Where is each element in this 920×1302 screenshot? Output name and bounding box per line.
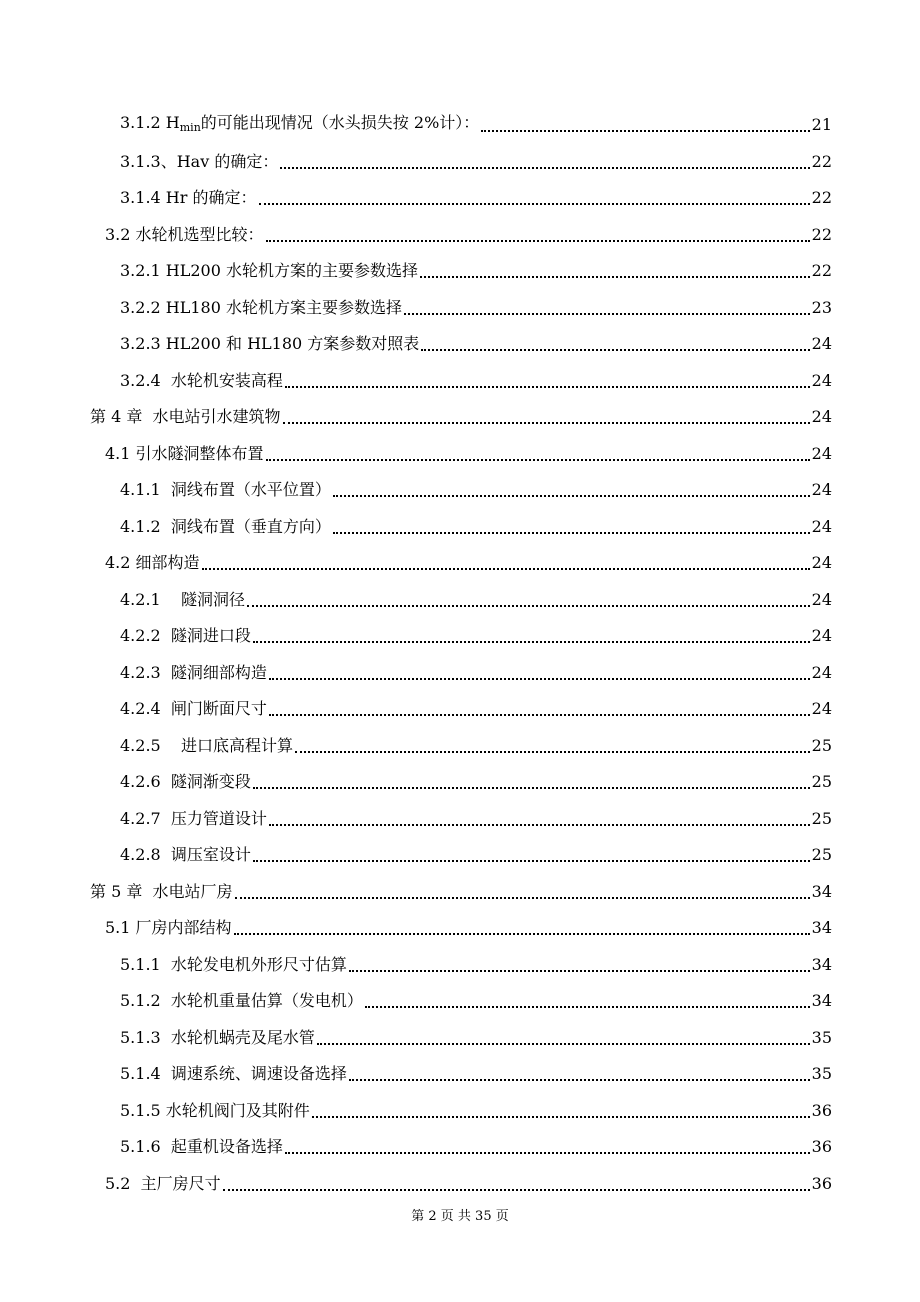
toc-entry-title: 5.1 厂房内部结构 (105, 918, 232, 938)
toc-dot-leader (202, 568, 810, 570)
toc-dot-leader (234, 933, 810, 935)
toc-entry[interactable] (0, 509, 920, 546)
toc-page-number: 34 (811, 881, 832, 901)
toc-dot-leader (269, 824, 810, 826)
toc-dot-leader (317, 1043, 810, 1045)
toc-entry-body (120, 1101, 832, 1121)
toc-dot-leader (333, 532, 810, 534)
toc-entry-body (120, 152, 832, 172)
toc-entry-body (105, 225, 832, 245)
toc-entry[interactable] (0, 253, 920, 290)
toc-entry-body (120, 736, 832, 756)
toc-dot-leader (349, 1079, 810, 1081)
toc-entry-body (120, 1137, 832, 1157)
toc-entry[interactable] (0, 107, 920, 144)
toc-entry[interactable] (0, 144, 920, 181)
toc-entry-body (90, 407, 832, 427)
toc-entry-title: 4.1 引水隧洞整体布置 (105, 443, 264, 463)
toc-page-number: 22 (811, 188, 832, 208)
toc-dot-leader (283, 422, 810, 424)
toc-entry[interactable] (0, 874, 920, 911)
toc-entry-title-prefix: 3.1.2 H (120, 112, 180, 132)
toc-entry-title: 4.1.2 洞线布置（垂直方向） (120, 516, 331, 536)
toc-dot-leader (253, 641, 810, 643)
toc-entry-body (120, 809, 832, 829)
toc-entry[interactable] (0, 399, 920, 436)
toc-entry[interactable] (0, 582, 920, 619)
toc-entry[interactable] (0, 618, 920, 655)
toc-entry-title: 3.2.3 HL200 和 HL180 方案参数对照表 (120, 334, 420, 354)
toc-entry-title: 3.2.2 HL180 水轮机方案主要参数选择 (120, 297, 403, 317)
toc-page-number: 36 (811, 1173, 832, 1193)
toc-entry-title: 4.2.1 隧洞洞径 (120, 589, 246, 609)
toc-entry-title: 3.1.3、Hav 的确定： (120, 151, 279, 171)
toc-entry-title: 5.1.4 调速系统、调速设备选择 (120, 1064, 347, 1084)
toc-entry-body (105, 918, 832, 938)
toc-entry-body (120, 845, 832, 865)
toc-page-number: 36 (811, 1100, 832, 1120)
toc-entry[interactable] (0, 180, 920, 217)
toc-entry[interactable] (0, 764, 920, 801)
toc-entry[interactable] (0, 217, 920, 254)
toc-entry-body (120, 772, 832, 792)
toc-entry-title: 5.1.5 水轮机阀门及其附件 (120, 1100, 310, 1120)
toc-page-number: 24 (811, 334, 832, 354)
toc-entry[interactable] (0, 910, 920, 947)
toc-entry-title: 5.1.6 起重机设备选择 (120, 1137, 283, 1157)
toc-entry-title: 5.1.3 水轮机蜗壳及尾水管 (120, 1027, 315, 1047)
toc-entry-title: 3.2 水轮机选型比较： (105, 224, 264, 244)
toc-page-number: 22 (811, 261, 832, 281)
toc-page-number: 34 (811, 991, 832, 1011)
toc-page-number: 24 (811, 443, 832, 463)
toc-page-number: 34 (811, 918, 832, 938)
toc-entry[interactable] (0, 1056, 920, 1093)
toc-entry-body (120, 626, 832, 646)
toc-page-number: 25 (811, 808, 832, 828)
toc-dot-leader (269, 678, 810, 680)
toc-entry-body (120, 699, 832, 719)
toc-entry-title: 5.1.2 水轮机重量估算（发电机） (120, 991, 363, 1011)
toc-page-number: 24 (811, 516, 832, 536)
toc-page-number: 36 (811, 1137, 832, 1157)
toc-page-number: 25 (811, 735, 832, 755)
toc-dot-leader (223, 1189, 810, 1191)
toc-entry[interactable] (0, 1166, 920, 1203)
toc-page-number: 24 (811, 553, 832, 573)
toc-page-number: 24 (811, 699, 832, 719)
toc-entry-body (105, 553, 832, 573)
toc-page-number: 24 (811, 370, 832, 390)
toc-entry-title: 4.2.8 调压室设计 (120, 845, 251, 865)
toc-entry-body (120, 334, 832, 354)
toc-entry[interactable] (0, 1093, 920, 1130)
toc-page-number: 35 (811, 1027, 832, 1047)
toc-page-number: 24 (811, 662, 832, 682)
toc-entry[interactable] (0, 326, 920, 363)
toc-entry-body (105, 444, 832, 464)
toc-entry[interactable] (0, 1129, 920, 1166)
toc-entry[interactable] (0, 290, 920, 327)
toc-entry[interactable] (0, 655, 920, 692)
toc-entry[interactable] (0, 947, 920, 984)
toc-dot-leader (235, 897, 810, 899)
toc-dot-leader (259, 203, 810, 205)
toc-entry-title: 第 4 章 水电站引水建筑物 (90, 407, 281, 427)
toc-page-number: 22 (811, 151, 832, 171)
toc-entry[interactable] (0, 801, 920, 838)
toc-entry-body (120, 1064, 832, 1084)
toc-page-number: 21 (811, 115, 832, 135)
toc-entry-title: 5.2 主厂房尺寸 (105, 1173, 221, 1193)
toc-entry[interactable] (0, 1020, 920, 1057)
toc-dot-leader (349, 970, 810, 972)
toc-entry-title: 5.1.1 水轮发电机外形尺寸估算 (120, 954, 347, 974)
toc-entry-body (120, 261, 832, 281)
toc-page-number: 34 (811, 954, 832, 974)
toc-dot-leader (420, 276, 810, 278)
toc-dot-leader (333, 495, 810, 497)
toc-entry[interactable] (0, 363, 920, 400)
toc-entry-title: 4.2.6 隧洞渐变段 (120, 772, 251, 792)
toc-entry-title: 3.2.4 水轮机安装高程 (120, 370, 283, 390)
toc-dot-leader (295, 751, 810, 753)
toc-dot-leader (421, 349, 809, 351)
toc-page-number: 24 (811, 480, 832, 500)
toc-page-number: 35 (811, 1064, 832, 1084)
toc-entry-body (105, 1174, 832, 1194)
toc-dot-leader (404, 313, 810, 315)
toc-entry-body (120, 371, 832, 391)
toc-entry-title (120, 113, 479, 138)
toc-entry-title: 3.1.4 Hr 的确定： (120, 188, 257, 208)
toc-dot-leader (269, 714, 810, 716)
toc-dot-leader (285, 386, 810, 388)
toc-entry-body (120, 188, 832, 208)
toc-dot-leader (365, 1006, 810, 1008)
toc-entry[interactable] (0, 472, 920, 509)
toc-entry[interactable] (0, 728, 920, 765)
toc-dot-leader (266, 240, 810, 242)
toc-entry-title: 4.2.3 隧洞细部构造 (120, 662, 267, 682)
toc-page-number: 24 (811, 589, 832, 609)
toc-dot-leader (312, 1116, 810, 1118)
toc-entry-title: 第 5 章 水电站厂房 (90, 881, 233, 901)
toc-entry-body (120, 663, 832, 683)
toc-page-number: 25 (811, 772, 832, 792)
toc-page-number: 24 (811, 626, 832, 646)
toc-dot-leader (280, 167, 809, 169)
toc-entry-title: 4.2.2 隧洞进口段 (120, 626, 251, 646)
toc-entry[interactable] (0, 545, 920, 582)
toc-dot-leader (253, 787, 810, 789)
toc-entry-body (120, 113, 832, 138)
toc-entry-title: 4.1.1 洞线布置（水平位置） (120, 480, 331, 500)
table-of-contents (0, 107, 920, 1202)
toc-entry[interactable] (0, 691, 920, 728)
toc-entry-title-subscript: min (179, 120, 201, 134)
toc-entry-body (120, 480, 832, 500)
toc-page-number: 23 (811, 297, 832, 317)
toc-entry[interactable] (0, 983, 920, 1020)
toc-entry-body (120, 1028, 832, 1048)
toc-entry-title: 4.2.4 闸门断面尺寸 (120, 699, 267, 719)
toc-dot-leader (481, 130, 809, 132)
toc-entry-body (120, 298, 832, 318)
toc-entry[interactable] (0, 436, 920, 473)
page-footer: 第 2 页 共 35 页 (411, 1209, 509, 1224)
toc-entry-title: 4.2.5 进口底高程计算 (120, 735, 294, 755)
toc-entry-title-suffix: 的可能出现情况（水头损失按 2%计）： (200, 112, 480, 132)
toc-entry-body (120, 955, 832, 975)
toc-entry-title: 4.2 细部构造 (105, 553, 200, 573)
toc-dot-leader (266, 459, 810, 461)
toc-dot-leader (253, 860, 810, 862)
toc-page-number: 22 (811, 224, 832, 244)
toc-entry-title: 3.2.1 HL200 水轮机方案的主要参数选择 (120, 261, 419, 281)
toc-page-number: 24 (811, 407, 832, 427)
toc-entry-body (120, 590, 832, 610)
toc-entry[interactable] (0, 837, 920, 874)
toc-dot-leader (285, 1152, 810, 1154)
toc-entry-body (90, 882, 832, 902)
toc-dot-leader (247, 605, 810, 607)
toc-entry-body (120, 991, 832, 1011)
toc-entry-body (120, 517, 832, 537)
toc-entry-title: 4.2.7 压力管道设计 (120, 808, 267, 828)
toc-page-number: 25 (811, 845, 832, 865)
